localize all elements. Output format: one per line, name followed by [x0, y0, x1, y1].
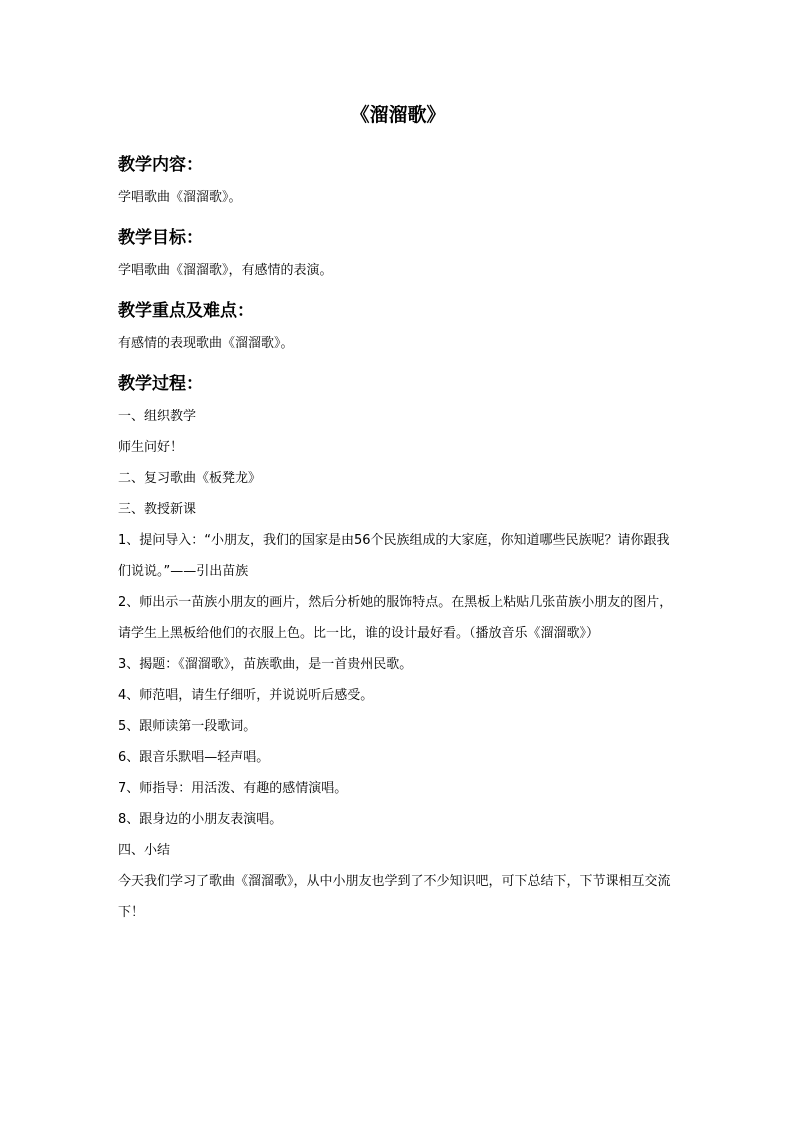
section-heading-content: 教学内容：	[118, 155, 203, 175]
section-heading-objectives: 教学目标：	[118, 228, 203, 248]
process-line-4: 三、教授新课	[118, 502, 197, 517]
process-line-6: 2、师出示一苗族小朋友的画片，然后分析她的服饰特点。在黑板上粘贴几张苗族小朋友的图片，请学生上黑板给他们的衣服上色。比一比，谁的设计最好看。（播放音乐《溜溜歌》）	[118, 595, 673, 641]
process-line-1: 一、组织教学	[118, 409, 197, 424]
process-line-3: 二、复习歌曲《板凳龙》	[118, 471, 262, 486]
document-page	[118, 100, 678, 928]
process-line-7: 3、揭题：《溜溜歌》，苗族歌曲，是一首贵州民歌。	[118, 657, 413, 672]
section-text-objectives: 学唱歌曲《溜溜歌》，有感情的表演。	[118, 263, 333, 278]
process-line-13: 四、小结	[118, 843, 171, 858]
document-title: 《溜溜歌》	[350, 104, 446, 126]
section-heading-keypoints: 教学重点及难点：	[118, 301, 254, 321]
process-line-9: 5、跟师读第一段歌词。	[118, 719, 257, 734]
process-line-8: 4、师范唱，请生仔细听，并说说听后感受。	[118, 688, 374, 703]
section-text-content: 学唱歌曲《溜溜歌》。	[118, 190, 242, 205]
process-line-12: 8、跟身边的小朋友表演唱。	[118, 812, 283, 827]
section-heading-process: 教学过程：	[118, 374, 203, 394]
process-line-14: 今天我们学习了歌曲《溜溜歌》，从中小朋友也学到了不少知识吧，可下总结下，下节课相互交流下！	[118, 874, 671, 920]
process-line-10: 6、跟音乐默唱—轻声唱。	[118, 750, 270, 765]
process-line-5: 1、提问导入：“小朋友，我们的国家是由56个民族组成的大家庭，你知道哪些民族呢？请你跟我们说说。”——引出苗族	[118, 533, 670, 579]
process-line-2: 师生问好！	[118, 440, 184, 455]
section-text-keypoints: 有感情的表现歌曲《溜溜歌》。	[118, 336, 294, 351]
process-line-11: 7、师指导：用活泼、有趣的感情演唱。	[118, 781, 348, 796]
